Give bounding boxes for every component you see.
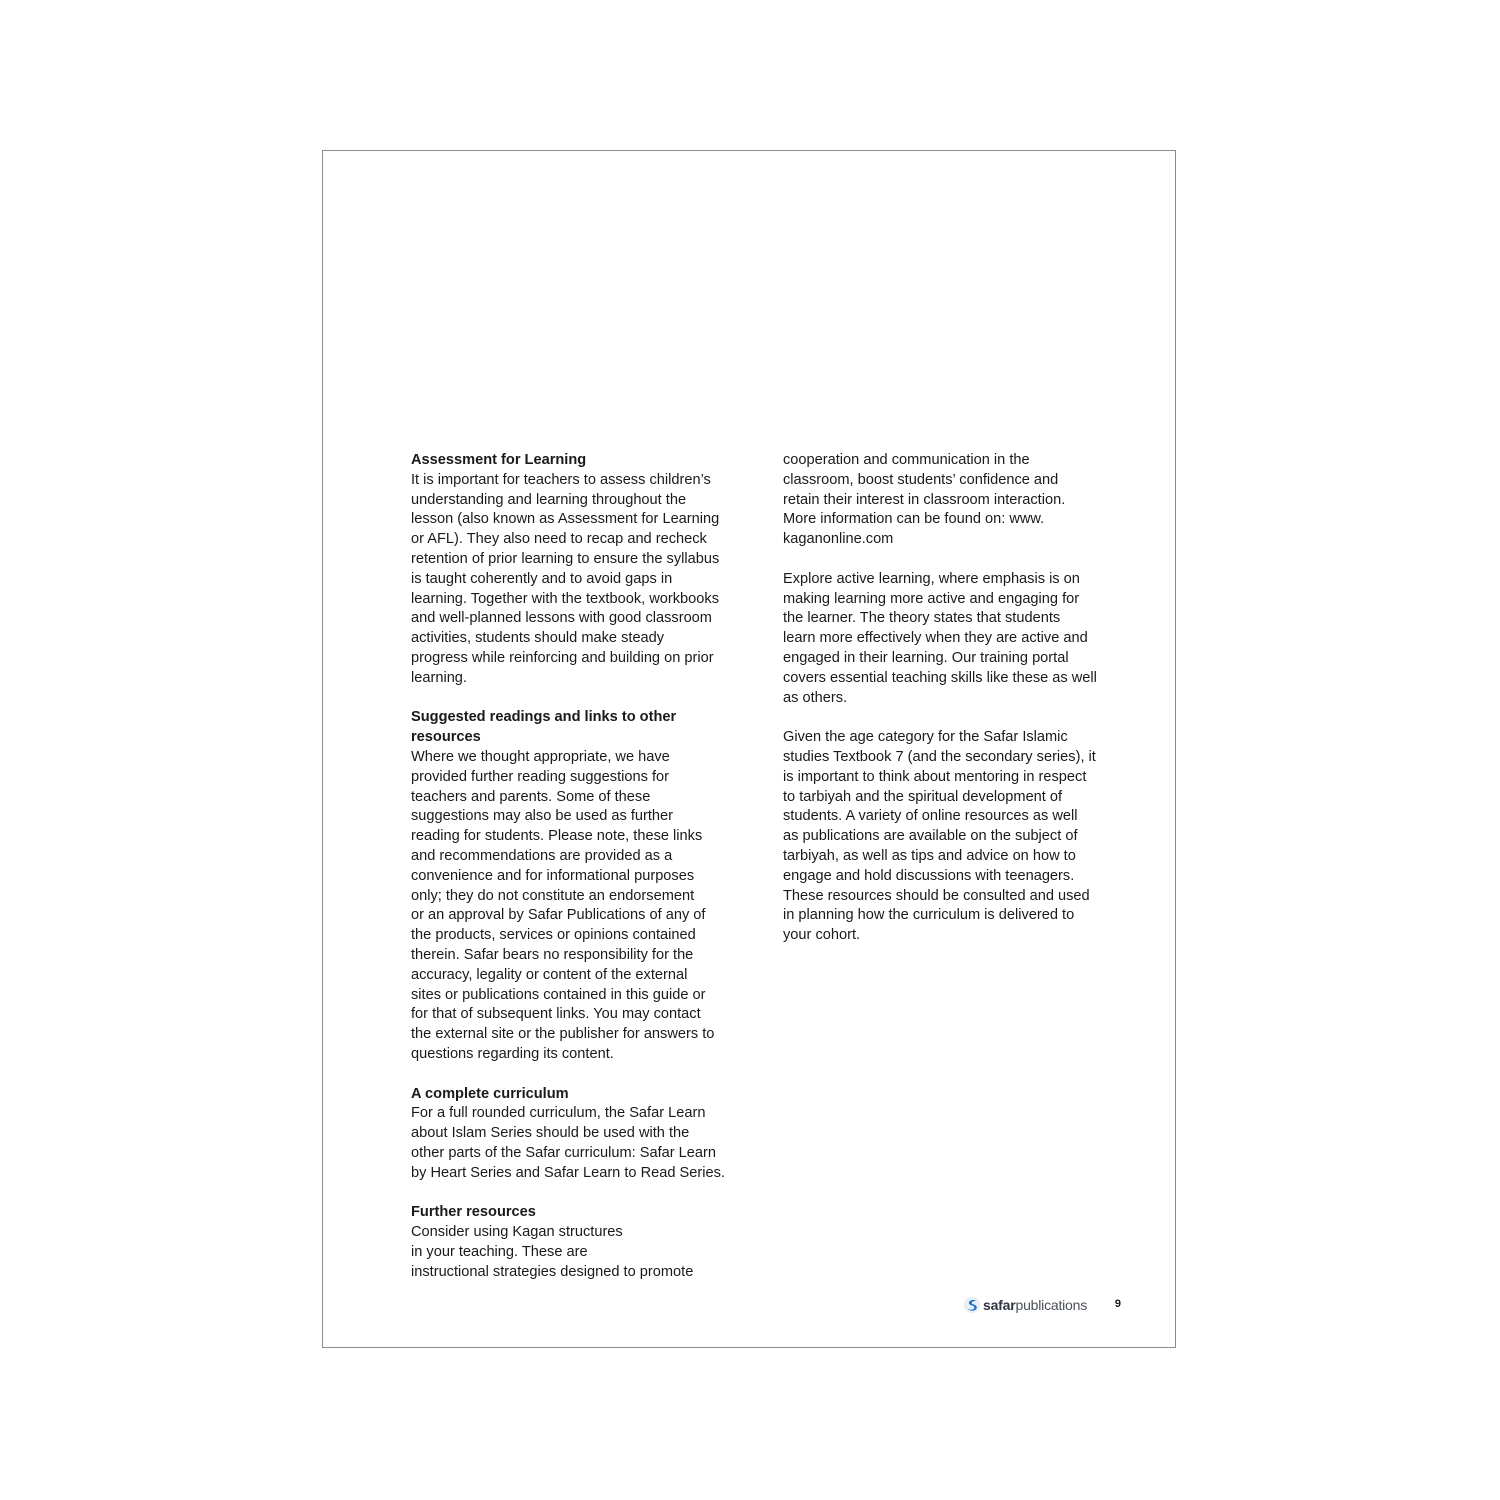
body-line: These resources should be consulted and used xyxy=(783,887,1090,904)
body-line: engaged in their learning. Our training portal xyxy=(783,649,1069,666)
body-line: activities, students should make steady xyxy=(411,630,665,647)
body-line: making learning more active and engaging for xyxy=(783,590,1080,607)
body-line: questions regarding its content. xyxy=(411,1045,614,1062)
body-line: and recommendations are provided as a xyxy=(411,847,673,864)
body-line: suggestions may also be used as further xyxy=(411,808,674,825)
body-line: and well-planned lessons with good classroom xyxy=(411,610,712,627)
body-line: classroom, boost students’ confidence and xyxy=(783,471,1059,488)
body-line: your cohort. xyxy=(783,927,861,944)
body-line: It is important for teachers to assess children’s xyxy=(411,471,711,488)
body-line: tarbiyah, as well as tips and advice on how to xyxy=(783,847,1076,864)
body-line: learn more effectively when they are active and xyxy=(783,630,1088,647)
paragraph-gap xyxy=(411,1183,751,1203)
page-number: 9 xyxy=(1114,1298,1121,1310)
body-line: provided further reading suggestions for xyxy=(411,768,669,785)
body-line: or AFL). They also need to recap and recheck xyxy=(411,531,707,548)
body-line: is important to think about mentoring in respect xyxy=(783,768,1087,785)
paragraph-gap xyxy=(411,1065,751,1085)
body-line: retain their interest in classroom interaction. xyxy=(783,491,1066,508)
body-line: reading for students. Please note, these links xyxy=(411,828,703,845)
body-line: Where we thought appropriate, we have xyxy=(411,748,670,765)
paragraph-gap xyxy=(783,550,1123,570)
right-column xyxy=(783,451,1123,946)
body-line: retention of prior learning to ensure the syllabus xyxy=(411,550,720,567)
body-line: as publications are available on the subject of xyxy=(783,828,1078,845)
body-line: in planning how the curriculum is delivered to xyxy=(783,907,1075,924)
paragraph-gap xyxy=(411,689,751,709)
body-line: convenience and for informational purposes xyxy=(411,867,695,884)
body-line: therein. Safar bears no responsibility for the xyxy=(411,946,694,963)
body-line: For a full rounded curriculum, the Safar Learn xyxy=(411,1105,706,1122)
body-line: teachers and parents. Some of these xyxy=(411,788,651,805)
further-resources-heading: Further resources xyxy=(411,1204,536,1221)
body-line: is taught coherently and to avoid gaps in xyxy=(411,570,673,587)
body-line: by Heart Series and Safar Learn to Read Series. xyxy=(411,1164,725,1181)
body-line: cooperation and communication in the xyxy=(783,452,1030,468)
body-line: in your teaching. These are xyxy=(411,1243,588,1260)
logo-wordmark-bold: safar xyxy=(983,1297,1016,1313)
curriculum-heading: A complete curriculum xyxy=(411,1085,569,1102)
body-line: instructional strategies designed to promote xyxy=(411,1263,694,1280)
body-line: or an approval by Safar Publications of any of xyxy=(411,907,706,924)
body-line: More information can be found on: www. xyxy=(783,511,1045,528)
body-line: lesson (also known as Assessment for Learning xyxy=(411,511,720,528)
body-line: sites or publications contained in this guide or xyxy=(411,986,706,1003)
body-line: learning. xyxy=(411,669,467,686)
body-line: progress while reinforcing and building on prior xyxy=(411,649,714,666)
body-line: studies Textbook 7 (and the secondary series), it xyxy=(783,748,1096,765)
body-line: students. A variety of online resources as well xyxy=(783,808,1078,825)
body-line: Explore active learning, where emphasis is on xyxy=(783,570,1080,587)
body-line: about Islam Series should be used with the xyxy=(411,1125,690,1142)
body-line: the external site or the publisher for answers to xyxy=(411,1026,715,1043)
assessment-heading: Assessment for Learning xyxy=(411,452,587,468)
paragraph-gap xyxy=(783,708,1123,728)
safar-swirl-icon xyxy=(963,1296,981,1314)
body-line: for that of subsequent links. You may contact xyxy=(411,1006,701,1023)
body-line: Consider using Kagan structures xyxy=(411,1224,623,1241)
readings-heading: resources xyxy=(411,729,481,746)
body-line: engage and hold discussions with teenagers. xyxy=(783,867,1075,884)
body-line: covers essential teaching skills like these as well xyxy=(783,669,1097,686)
body-line: the products, services or opinions contained xyxy=(411,927,696,944)
safar-publications-logo xyxy=(963,1296,1087,1314)
logo-wordmark-rest: publications xyxy=(1015,1297,1088,1313)
body-line: only; they do not constitute an endorsement xyxy=(411,887,695,904)
body-line: other parts of the Safar curriculum: Safar Learn xyxy=(411,1144,716,1161)
left-column xyxy=(411,451,751,1282)
logo-wordmark xyxy=(983,1297,1087,1313)
page-footer xyxy=(963,1295,1123,1319)
body-line: as others. xyxy=(783,689,848,706)
body-line: kaganonline.com xyxy=(783,531,894,548)
body-line: learning. Together with the textbook, workbooks xyxy=(411,590,719,607)
body-line: understanding and learning throughout the xyxy=(411,491,687,508)
body-line: the learner. The theory states that students xyxy=(783,610,1061,627)
body-line: accuracy, legality or content of the external xyxy=(411,966,688,983)
body-line: Given the age category for the Safar Islamic xyxy=(783,729,1068,746)
body-line: to tarbiyah and the spiritual development of xyxy=(783,788,1063,805)
document-page xyxy=(322,150,1176,1348)
readings-heading: Suggested readings and links to other xyxy=(411,709,677,726)
